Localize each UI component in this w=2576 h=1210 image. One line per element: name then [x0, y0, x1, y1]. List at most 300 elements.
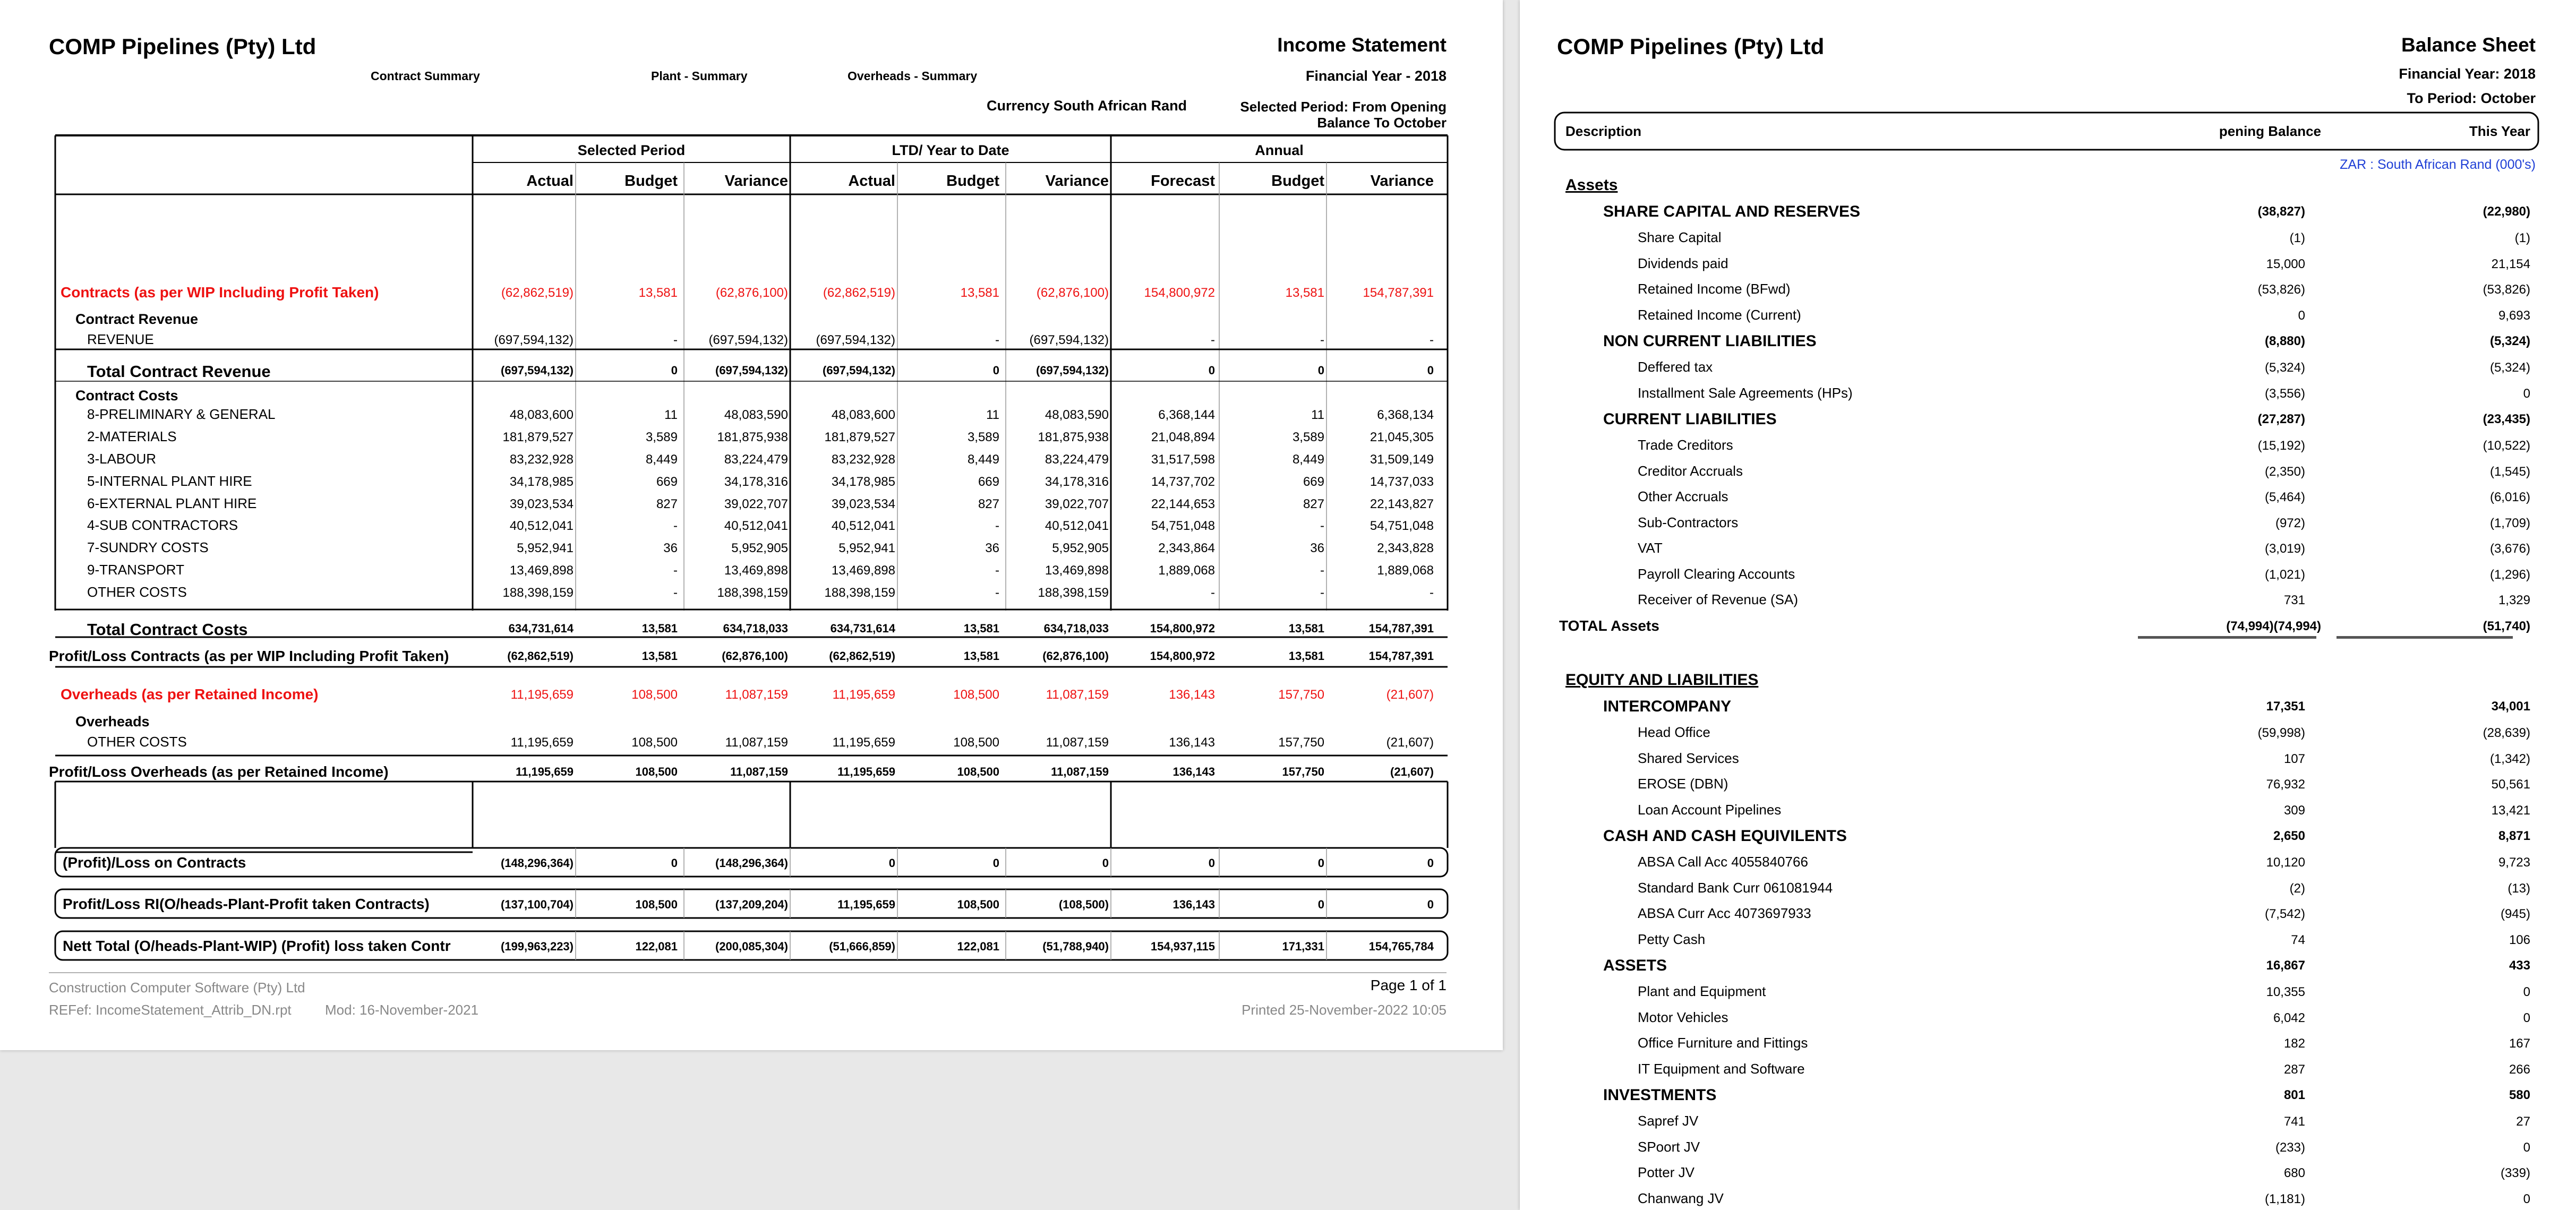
- column-heading: Budget: [1271, 173, 1324, 190]
- bs-this-year-value: (1,545): [2489, 464, 2530, 479]
- bs-opening-value: (1,181): [2264, 1191, 2305, 1206]
- row-value: (697,594,132): [501, 364, 574, 377]
- row-value: 108,500: [631, 688, 678, 702]
- summary-label: (Profit)/Loss on Contracts: [63, 854, 246, 871]
- bs-row-label: Chanwang JV: [1638, 1190, 1724, 1206]
- row-value: 669: [978, 475, 999, 489]
- bs-opening-value: 6,042: [2273, 1010, 2305, 1025]
- row-value: (21,607): [1386, 735, 1434, 750]
- row-value: (62,862,519): [829, 649, 895, 663]
- row-label: 5-INTERNAL PLANT HIRE: [87, 473, 252, 489]
- financial-year: Financial Year - 2018: [1305, 68, 1447, 84]
- bs-opening-value: (1): [2289, 231, 2305, 245]
- bs-opening-value: (15,192): [2257, 439, 2305, 453]
- row-value: 54,751,048: [1370, 519, 1434, 533]
- bs-this-year-value: (53,826): [2483, 282, 2530, 297]
- bs-opening-value: 309: [2283, 803, 2305, 818]
- bs-header-opening-balance: pening Balance: [2219, 123, 2321, 139]
- bs-row-label: Other Accruals: [1638, 488, 1728, 504]
- row-value: 22,143,827: [1370, 497, 1434, 511]
- bs-row-label: CURRENT LIABILITIES: [1603, 410, 1777, 428]
- row-value: -: [1320, 333, 1324, 347]
- summary-value: 0: [671, 856, 678, 870]
- bs-opening-value: (233): [2275, 1140, 2305, 1155]
- summary-value: (148,296,364): [715, 856, 788, 870]
- row-value: -: [1320, 586, 1324, 600]
- bs-opening-value: (27,287): [2257, 412, 2305, 426]
- summary-value: (51,788,940): [1042, 940, 1109, 953]
- row-value: 1,889,068: [1377, 563, 1434, 578]
- row-value: 21,048,894: [1151, 430, 1215, 444]
- row-value: 827: [978, 497, 999, 511]
- summary-value: 0: [1427, 856, 1434, 870]
- row-label: Total Contract Costs: [87, 620, 248, 639]
- row-value: 11,195,659: [837, 765, 895, 778]
- bs-opening-value: 287: [2283, 1062, 2305, 1077]
- row-label: Profit/Loss Overheads (as per Retained Income): [49, 763, 389, 780]
- bs-financial-year: Financial Year: 2018: [2399, 66, 2536, 82]
- row-value: 13,581: [641, 649, 678, 663]
- bs-row-label: ABSA Curr Acc 4073697933: [1638, 905, 1811, 921]
- bs-opening-value: 731: [2283, 593, 2305, 607]
- footer-software: Construction Computer Software (Pty) Ltd: [49, 980, 305, 996]
- row-value: 1,889,068: [1158, 563, 1215, 578]
- row-value: 0: [671, 364, 678, 377]
- row-value: (21,607): [1390, 765, 1434, 778]
- row-value: 0: [1427, 364, 1434, 377]
- column-heading: Actual: [526, 173, 574, 190]
- row-label: 9-TRANSPORT: [87, 562, 184, 578]
- row-value: 0: [1317, 364, 1324, 377]
- row-value: (697,594,132): [823, 364, 895, 377]
- bs-opening-value: (53,826): [2257, 282, 2305, 297]
- summary-value: (137,100,704): [501, 898, 574, 911]
- row-value: 188,398,159: [717, 586, 788, 600]
- summary-value: 0: [1317, 898, 1324, 911]
- bs-this-year-value: 266: [2509, 1062, 2530, 1077]
- bs-row-label: Trade Creditors: [1638, 437, 1733, 453]
- bs-opening-value: 74: [2291, 932, 2305, 947]
- row-label: Total Contract Revenue: [87, 362, 271, 381]
- row-value: 108,500: [635, 765, 678, 778]
- bs-opening-value: 741: [2283, 1114, 2305, 1129]
- bs-row-label: Office Furniture and Fittings: [1638, 1035, 1808, 1051]
- bs-opening-value: (8,880): [2264, 334, 2305, 348]
- row-value: (697,594,132): [708, 333, 788, 347]
- bs-this-year-value: 0: [2523, 386, 2530, 401]
- row-value: (21,607): [1386, 688, 1434, 702]
- row-value: 22,144,653: [1151, 497, 1215, 511]
- bs-this-year-value: 1,329: [2498, 593, 2530, 607]
- row-value: 6,368,134: [1377, 408, 1434, 422]
- bs-row-label: TOTAL Assets: [1559, 617, 1659, 634]
- bs-row-label: IT Equipment and Software: [1638, 1060, 1805, 1077]
- row-value: 669: [1303, 475, 1324, 489]
- row-label: REVENUE: [87, 331, 154, 347]
- row-value: 11,195,659: [510, 735, 574, 750]
- row-value: 83,224,479: [724, 452, 788, 467]
- bs-currency-label: ZAR : South African Rand (000's): [2340, 157, 2536, 172]
- row-label: 4-SUB CONTRACTORS: [87, 517, 238, 533]
- bs-this-year-value: 50,561: [2491, 777, 2530, 792]
- row-value: 634,731,614: [508, 622, 574, 635]
- report-title: Income Statement: [1277, 34, 1447, 56]
- bs-this-year-value: 8,871: [2498, 829, 2530, 843]
- row-value: (62,862,519): [501, 286, 574, 300]
- bs-this-year-value: 9,693: [2498, 308, 2530, 323]
- summary-label: Nett Total (O/heads-Plant-WIP) (Profit) loss taken Contr: [63, 938, 451, 954]
- row-value: 40,512,041: [1045, 519, 1109, 533]
- bs-opening-value: 801: [2283, 1088, 2305, 1102]
- row-label: OTHER COSTS: [87, 734, 187, 750]
- bs-row-label: Head Office: [1638, 724, 1710, 740]
- row-value: 54,751,048: [1151, 519, 1215, 533]
- summary-value: (148,296,364): [501, 856, 574, 870]
- row-value: 13,581: [960, 286, 999, 300]
- bs-opening-value: (972): [2275, 516, 2305, 530]
- bs-opening-value: 2,650: [2273, 829, 2305, 843]
- row-value: 13,469,898: [724, 563, 788, 578]
- summary-value: 11,195,659: [837, 898, 895, 911]
- bs-this-year-value: 0: [2523, 1140, 2530, 1155]
- bs-this-year-value: 13,421: [2491, 803, 2530, 818]
- bs-row-label: INVESTMENTS: [1603, 1086, 1717, 1104]
- bs-row-label: Retained Income (Current): [1638, 306, 1801, 323]
- bs-this-year-value: (1,342): [2489, 751, 2530, 766]
- bs-opening-value: (5,324): [2264, 361, 2305, 375]
- row-value: (62,876,100): [722, 649, 788, 663]
- company-name: COMP Pipelines (Pty) Ltd: [49, 34, 316, 59]
- footer-mod: Mod: 16-November-2021: [325, 1002, 479, 1018]
- row-value: 136,143: [1169, 688, 1215, 702]
- row-value: -: [995, 586, 999, 600]
- row-value: 13,581: [638, 286, 678, 300]
- bs-row-label: INTERCOMPANY: [1603, 698, 1732, 715]
- bs-opening-value: 76,932: [2266, 777, 2305, 792]
- bs-opening-value: (7,542): [2264, 907, 2305, 921]
- row-value: (697,594,132): [715, 364, 788, 377]
- period-line-2: Balance To October: [1317, 115, 1447, 131]
- currency-label: Currency South African Rand: [987, 98, 1187, 114]
- row-value: 157,750: [1278, 688, 1324, 702]
- row-value: (62,876,100): [1036, 286, 1109, 300]
- bs-this-year-value: 0: [2523, 1191, 2530, 1206]
- row-value: 11: [1311, 408, 1324, 422]
- row-value: (697,594,132): [1029, 333, 1109, 347]
- bs-this-year-value: (28,639): [2483, 726, 2530, 740]
- row-label: OTHER COSTS: [87, 584, 187, 600]
- summary-value: 108,500: [635, 898, 678, 911]
- summary-value: 122,081: [635, 940, 678, 953]
- bs-this-year-value: 433: [2509, 958, 2530, 973]
- bs-row-label: Creditor Accruals: [1638, 462, 1743, 479]
- bs-row-label: Shared Services: [1638, 750, 1739, 766]
- row-value: 154,800,972: [1150, 622, 1215, 635]
- bs-row-label: CASH AND CASH EQUIVILENTS: [1603, 827, 1847, 845]
- bs-row-label: Potter JV: [1638, 1164, 1694, 1180]
- bs-row-label: Sub-Contractors: [1638, 514, 1739, 530]
- row-value: 5,952,905: [1052, 541, 1109, 555]
- column-heading: Forecast: [1151, 173, 1215, 190]
- row-value: -: [1320, 563, 1324, 578]
- row-label: Overheads (as per Retained Income): [61, 686, 319, 702]
- row-value: 40,512,041: [509, 519, 574, 533]
- row-value: 34,178,316: [1045, 475, 1109, 489]
- row-label: 8-PRELIMINARY & GENERAL: [87, 406, 276, 422]
- bs-row-label: Standard Bank Curr 061081944: [1638, 879, 1833, 896]
- row-value: 181,879,527: [824, 430, 895, 444]
- row-value: 3,589: [1292, 430, 1324, 444]
- row-value: 0: [1208, 364, 1215, 377]
- row-label: Contract Revenue: [75, 311, 199, 327]
- bs-opening-value: (2,350): [2264, 464, 2305, 479]
- row-value: 11,087,159: [725, 735, 788, 750]
- summary-value: 122,081: [957, 940, 999, 953]
- row-value: 11,195,659: [510, 688, 574, 702]
- bs-opening-value: (59,998): [2257, 726, 2305, 740]
- bs-company-name: COMP Pipelines (Pty) Ltd: [1557, 34, 1825, 59]
- bs-row-label: Dividends paid: [1638, 255, 1728, 271]
- row-value: 11,087,159: [1046, 688, 1109, 702]
- row-value: 14,737,702: [1151, 475, 1215, 489]
- row-value: 108,500: [957, 765, 999, 778]
- summary-value: (51,666,859): [829, 940, 895, 953]
- summary-value: 0: [1317, 856, 1324, 870]
- bs-row-label: Loan Account Pipelines: [1638, 801, 1782, 818]
- summary-value: (108,500): [1058, 898, 1109, 911]
- row-value: 8,449: [1292, 452, 1324, 467]
- row-value: 40,512,041: [724, 519, 788, 533]
- row-value: 13,469,898: [509, 563, 574, 578]
- row-value: 31,509,149: [1370, 452, 1434, 467]
- bs-row-label: Retained Income (BFwd): [1638, 281, 1791, 297]
- bs-this-year-value: 0: [2523, 985, 2530, 999]
- column-heading: Budget: [624, 173, 678, 190]
- bs-this-year-value: 9,723: [2498, 855, 2530, 870]
- bs-this-year-value: (5,324): [2489, 361, 2530, 375]
- bs-row-label: Payroll Clearing Accounts: [1638, 565, 1795, 582]
- row-value: 39,023,534: [831, 497, 895, 511]
- bs-this-year-value: (10,522): [2483, 439, 2530, 453]
- bs-this-year-value: 27: [2516, 1114, 2530, 1129]
- bs-to-period: To Period: October: [2407, 90, 2536, 106]
- summary-value: 171,331: [1282, 940, 1324, 953]
- row-value: 634,718,033: [1043, 622, 1109, 635]
- period-line-1: Selected Period: From Opening: [1240, 99, 1447, 115]
- bs-opening-value: (74,994)(74,994): [2226, 619, 2321, 633]
- bs-this-year-value: (22,980): [2483, 204, 2530, 219]
- column-heading: Actual: [848, 173, 895, 190]
- row-value: -: [673, 563, 678, 578]
- summary-value: (200,085,304): [715, 940, 788, 953]
- row-value: 11,195,659: [516, 765, 574, 778]
- row-value: (62,876,100): [1042, 649, 1109, 663]
- summary-value: (199,963,223): [501, 940, 574, 953]
- balance-sheet-page: [1520, 0, 2576, 1210]
- bs-this-year-value: (5,324): [2489, 334, 2530, 348]
- row-value: 11,087,159: [730, 765, 788, 778]
- row-value: 154,787,391: [1368, 622, 1434, 635]
- row-value: (62,862,519): [507, 649, 574, 663]
- row-value: 154,787,391: [1368, 649, 1434, 663]
- row-value: 157,750: [1282, 765, 1324, 778]
- row-value: -: [995, 333, 999, 347]
- row-value: 48,083,600: [509, 408, 574, 422]
- row-value: 11: [664, 408, 678, 422]
- row-value: -: [673, 333, 678, 347]
- row-label: 2-MATERIALS: [87, 428, 177, 444]
- row-value: (62,862,519): [823, 286, 895, 300]
- row-value: 2,343,828: [1377, 541, 1434, 555]
- row-value: 48,083,600: [831, 408, 895, 422]
- row-value: 39,022,707: [724, 497, 788, 511]
- row-value: -: [1211, 333, 1215, 347]
- row-value: 13,469,898: [831, 563, 895, 578]
- bs-row-label: Share Capital: [1638, 229, 1722, 245]
- row-value: 36: [985, 541, 999, 555]
- bs-this-year-value: 21,154: [2491, 256, 2530, 271]
- row-value: 83,232,928: [509, 452, 574, 467]
- row-value: 48,083,590: [724, 408, 788, 422]
- bs-row-label: Sapref JV: [1638, 1113, 1699, 1129]
- row-value: 13,581: [1288, 622, 1324, 635]
- bs-header-this-year: This Year: [2469, 123, 2530, 139]
- bs-opening-value: 680: [2283, 1166, 2305, 1180]
- bs-this-year-value: (1,709): [2489, 516, 2530, 530]
- row-value: 669: [656, 475, 678, 489]
- row-value: 34,178,985: [831, 475, 895, 489]
- bs-this-year-value: (1): [2514, 231, 2530, 245]
- bs-opening-value: 10,120: [2266, 855, 2305, 870]
- row-label: Overheads: [75, 714, 150, 730]
- bs-row-label: ASSETS: [1603, 957, 1667, 974]
- row-value: -: [673, 586, 678, 600]
- row-value: 157,750: [1278, 735, 1324, 750]
- summary-value: 0: [1208, 856, 1215, 870]
- row-value: 188,398,159: [502, 586, 574, 600]
- bs-report-title: Balance Sheet: [2401, 34, 2536, 56]
- row-value: 181,875,938: [1038, 430, 1109, 444]
- nav-plant-summary-link[interactable]: Plant - Summary: [651, 69, 748, 83]
- bs-this-year-value: (13): [2507, 881, 2530, 896]
- bs-row-label: Assets: [1565, 176, 1618, 194]
- bs-header-description: Description: [1565, 123, 1642, 139]
- row-value: 108,500: [631, 735, 678, 750]
- row-value: 11: [986, 408, 999, 422]
- summary-value: 0: [1102, 856, 1109, 870]
- footer-ref: REFef: IncomeStatement_Attrib_DN.rpt: [49, 1002, 292, 1018]
- row-value: 108,500: [953, 735, 999, 750]
- bs-row-label: EQUITY AND LIABILITIES: [1565, 671, 1759, 689]
- bs-row-label: Plant and Equipment: [1638, 983, 1766, 999]
- bs-opening-value: 0: [2298, 308, 2305, 323]
- row-value: 8,449: [967, 452, 999, 467]
- bs-opening-value: (1,021): [2264, 567, 2305, 582]
- nav-contract-summary-link[interactable]: Contract Summary: [371, 69, 480, 83]
- row-value: 6,368,144: [1158, 408, 1215, 422]
- row-value: 5,952,905: [731, 541, 788, 555]
- row-value: 154,800,972: [1144, 286, 1215, 300]
- bs-this-year-value: 580: [2509, 1088, 2530, 1102]
- bs-opening-value: (2): [2289, 881, 2305, 896]
- row-label: Contracts (as per WIP Including Profit Taken): [61, 284, 379, 301]
- row-value: 181,879,527: [502, 430, 574, 444]
- bs-opening-value: 17,351: [2266, 699, 2305, 714]
- bs-row-label: EROSE (DBN): [1638, 776, 1728, 792]
- bs-row-label: SPoort JV: [1638, 1138, 1700, 1155]
- bs-this-year-value: (339): [2500, 1166, 2530, 1180]
- row-value: 13,581: [963, 649, 999, 663]
- row-value: 2,343,864: [1158, 541, 1215, 555]
- row-value: 3,589: [967, 430, 999, 444]
- column-heading: Variance: [1370, 173, 1434, 190]
- row-label: 7-SUNDRY COSTS: [87, 539, 209, 555]
- row-value: (697,594,132): [816, 333, 895, 347]
- row-value: 188,398,159: [1038, 586, 1109, 600]
- bs-opening-value: (3,019): [2264, 542, 2305, 556]
- row-value: 14,737,033: [1370, 475, 1434, 489]
- row-value: 634,718,033: [723, 622, 788, 635]
- summary-label: Profit/Loss RI(O/heads-Plant-Profit taken Contracts): [63, 896, 430, 912]
- row-label: 3-LABOUR: [87, 451, 157, 467]
- nav-overheads-summary-link[interactable]: Overheads - Summary: [848, 69, 978, 83]
- footer-printed: Printed 25-November-2022 10:05: [1242, 1002, 1447, 1018]
- column-heading: Variance: [724, 173, 788, 190]
- row-value: -: [673, 519, 678, 533]
- row-value: 13,469,898: [1045, 563, 1109, 578]
- row-value: 48,083,590: [1045, 408, 1109, 422]
- bs-row-label: ABSA Call Acc 4055840766: [1638, 854, 1808, 870]
- row-value: 827: [1303, 497, 1324, 511]
- row-value: 154,787,391: [1363, 286, 1434, 300]
- bs-this-year-value: (3,676): [2489, 542, 2530, 556]
- bs-this-year-value: (6,016): [2489, 490, 2530, 504]
- row-value: -: [1430, 586, 1434, 600]
- row-value: 34,178,985: [509, 475, 574, 489]
- row-value: 0: [992, 364, 999, 377]
- row-value: 39,022,707: [1045, 497, 1109, 511]
- summary-value: 108,500: [957, 898, 999, 911]
- row-value: (697,594,132): [494, 333, 574, 347]
- bs-this-year-value: (51,740): [2483, 619, 2530, 633]
- footer-page: Page 1 of 1: [1370, 977, 1447, 993]
- row-value: 31,517,598: [1151, 452, 1215, 467]
- bs-row-label: Installment Sale Agreements (HPs): [1638, 384, 1853, 401]
- row-value: 5,952,941: [838, 541, 895, 555]
- row-value: 108,500: [953, 688, 999, 702]
- row-value: 36: [1310, 541, 1324, 555]
- summary-value: 0: [992, 856, 999, 870]
- bs-opening-value: (38,827): [2257, 204, 2305, 219]
- row-value: 11,087,159: [1051, 765, 1109, 778]
- summary-value: 136,143: [1173, 898, 1215, 911]
- row-value: -: [1320, 519, 1324, 533]
- bs-this-year-value: (945): [2500, 907, 2530, 921]
- row-value: 154,800,972: [1150, 649, 1215, 663]
- summary-value: 0: [1427, 898, 1434, 911]
- column-heading: Variance: [1045, 173, 1109, 190]
- row-value: -: [995, 519, 999, 533]
- summary-value: 0: [888, 856, 895, 870]
- row-value: 634,731,614: [830, 622, 895, 635]
- bs-row-label: Deffered tax: [1638, 359, 1713, 375]
- row-value: 136,143: [1169, 735, 1215, 750]
- bs-opening-value: (5,464): [2264, 490, 2305, 504]
- row-value: 13,581: [1285, 286, 1324, 300]
- column-group-heading: Annual: [1255, 142, 1304, 158]
- row-value: -: [995, 563, 999, 578]
- bs-this-year-value: (1,296): [2489, 567, 2530, 582]
